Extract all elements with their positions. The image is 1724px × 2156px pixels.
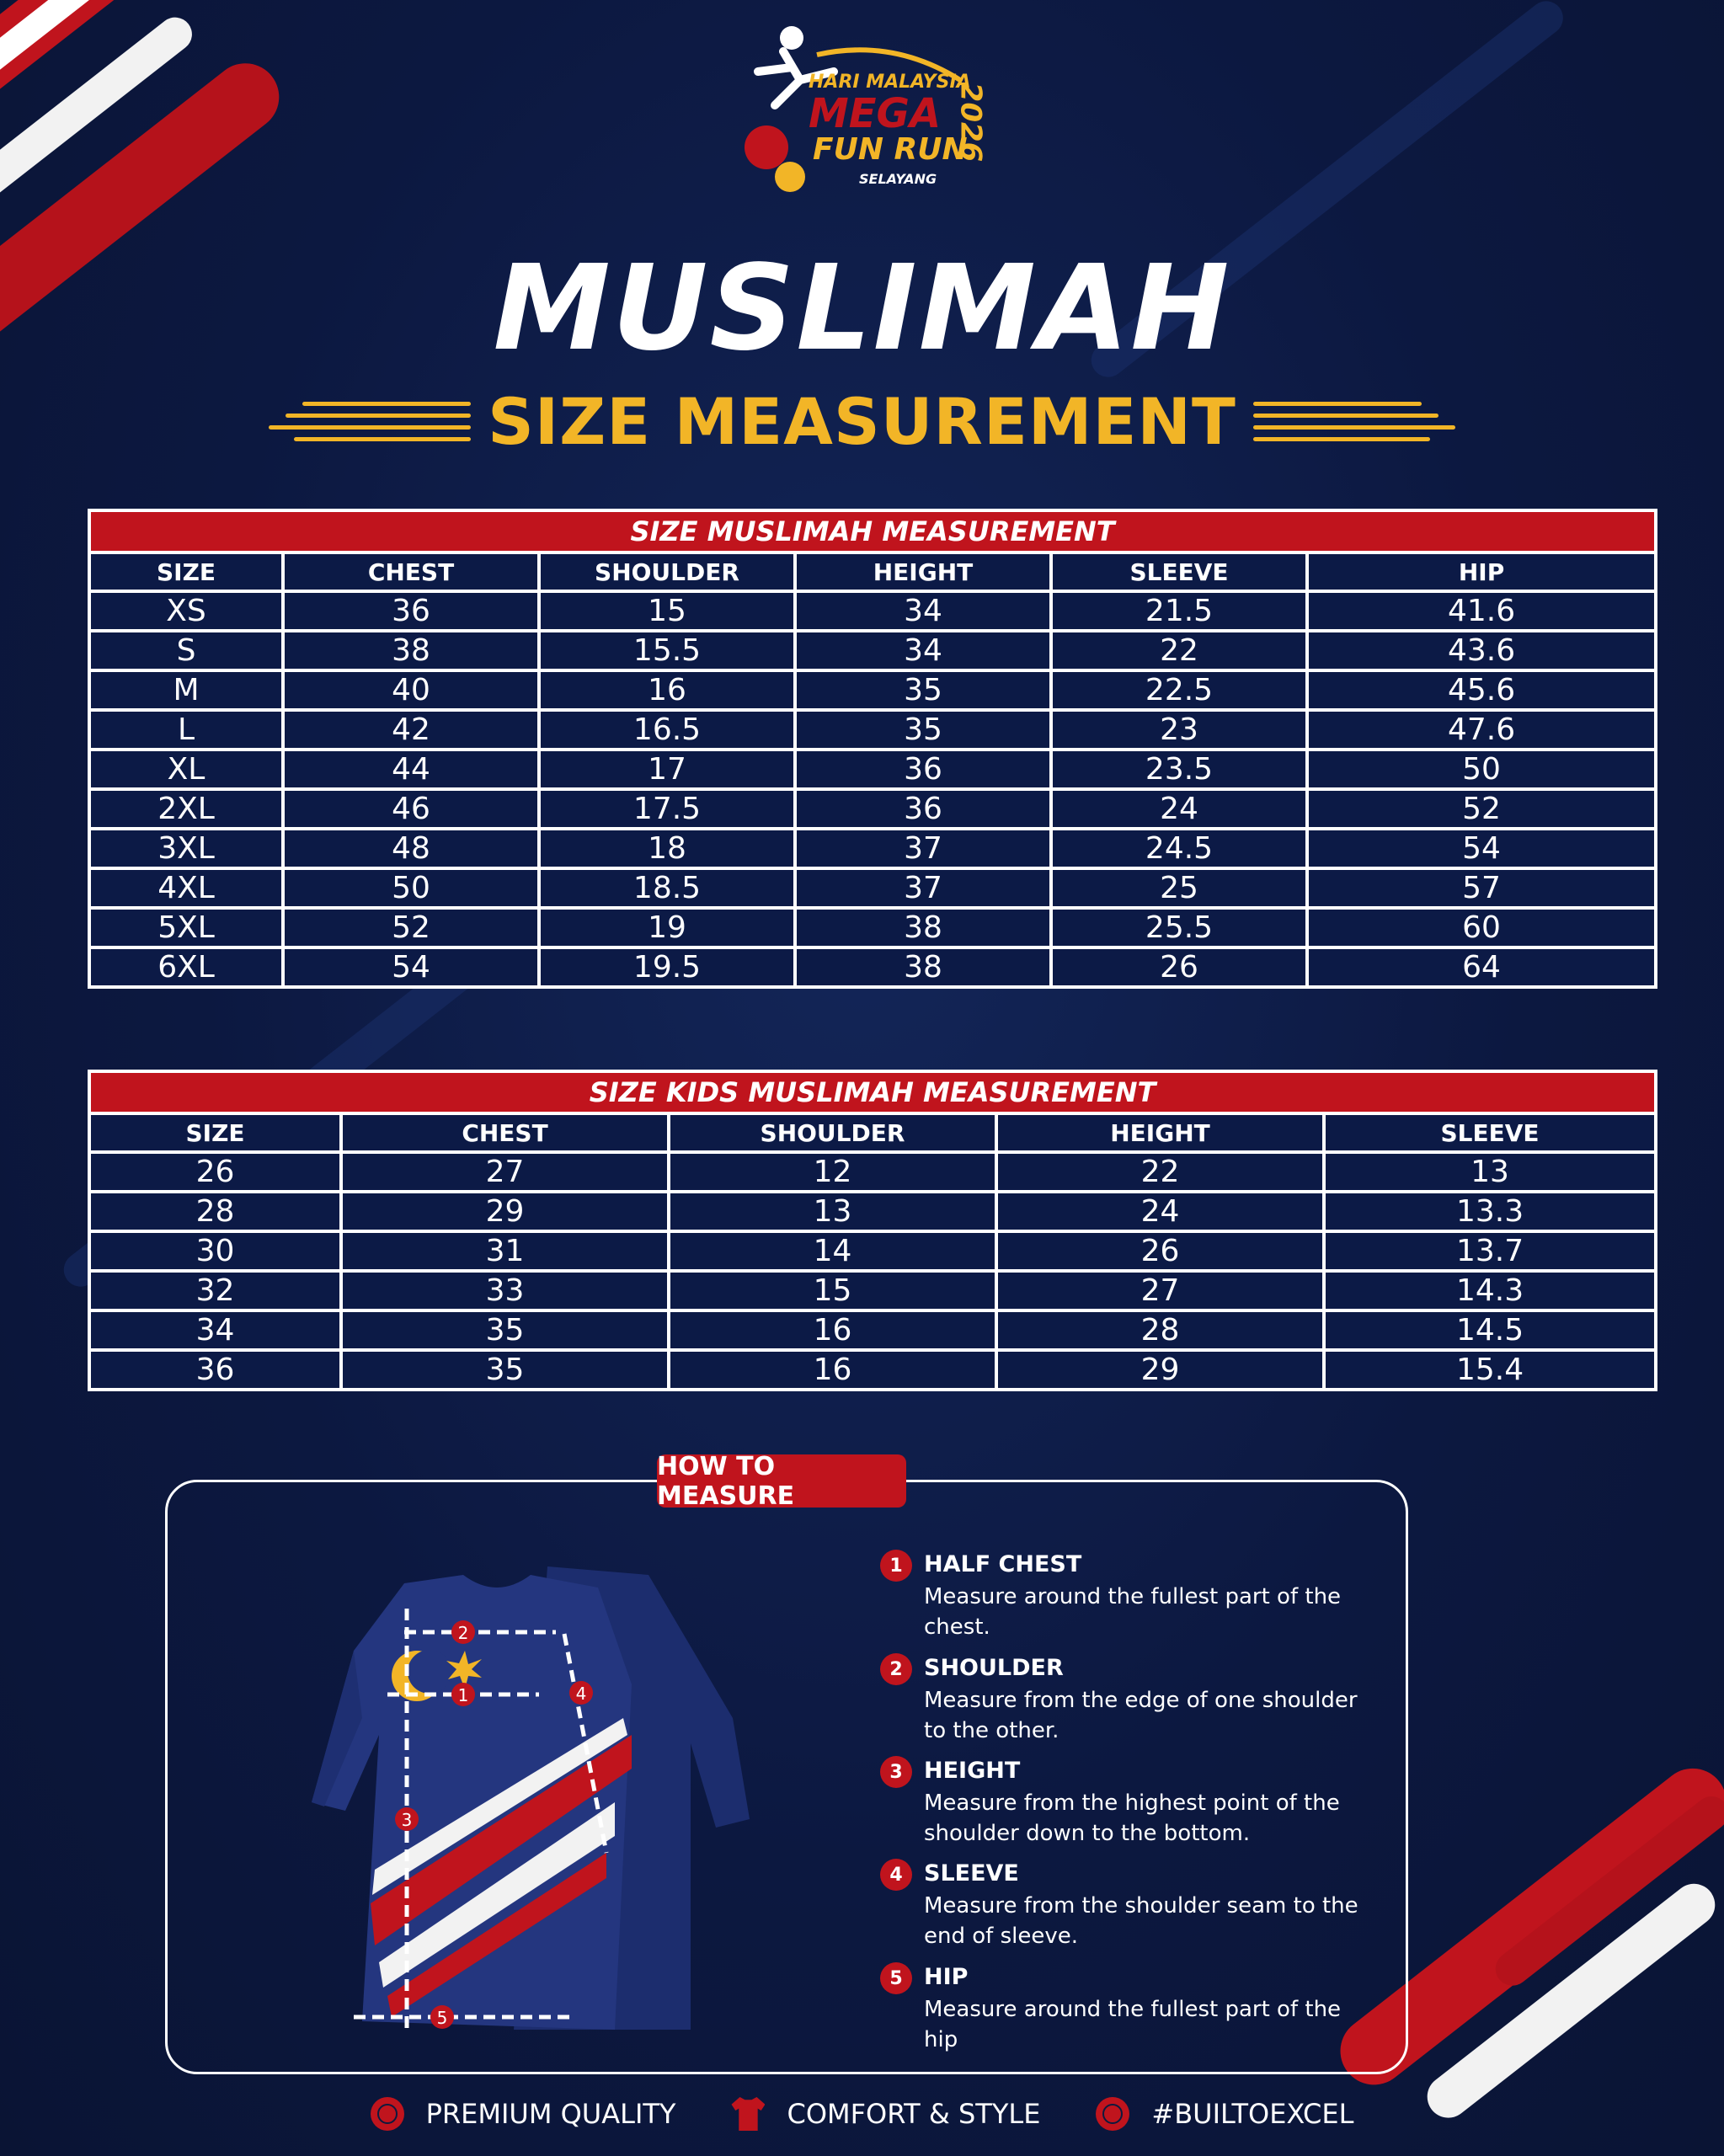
- step-title: HALF CHEST: [924, 1551, 1082, 1577]
- adult-col-header-sleeve: SLEEVE: [1053, 554, 1305, 590]
- table-cell-shoulder: 15: [670, 1273, 995, 1309]
- table-cell-hip: 47.6: [1309, 712, 1654, 748]
- table-cell-height: 36: [797, 751, 1049, 787]
- table-cell-shoulder: 16: [670, 1312, 995, 1348]
- kids-col-header-shoulder: SHOULDER: [670, 1115, 995, 1150]
- table-cell-height: 24: [998, 1193, 1322, 1230]
- step-number-badge: 1: [880, 1550, 912, 1582]
- table-cell-chest: 48: [285, 830, 537, 867]
- adult-col-header-shoulder: SHOULDER: [541, 554, 793, 590]
- diagram-marker-2: 2: [457, 1623, 469, 1643]
- step-title: HEIGHT: [924, 1758, 1021, 1784]
- table-cell-hip: 41.6: [1309, 593, 1654, 629]
- table-cell-size: S: [91, 632, 281, 669]
- table-cell-sleeve: 25.5: [1053, 910, 1305, 946]
- step-description: Measure around the fullest part of the hip: [924, 1997, 1342, 2052]
- table-cell-shoulder: 13: [670, 1193, 995, 1230]
- how-to-measure-label: HOW TO MEASURE: [657, 1454, 906, 1508]
- page-subtitle-row: [0, 383, 1724, 459]
- table-cell-chest: 33: [343, 1273, 667, 1309]
- table-cell-size: M: [91, 672, 281, 708]
- table-cell-sleeve: 24: [1053, 791, 1305, 827]
- table-cell-hip: 57: [1309, 870, 1654, 906]
- adult-table-header-row: [91, 554, 1654, 590]
- table-row: [91, 910, 1654, 946]
- table-cell-chest: 42: [285, 712, 537, 748]
- table-cell-size: 4XL: [91, 870, 281, 906]
- table-cell-height: 37: [797, 830, 1049, 867]
- table-row: [91, 791, 1654, 827]
- diagram-marker-5: 5: [436, 2008, 448, 2028]
- table-cell-chest: 46: [285, 791, 537, 827]
- table-cell-height: 37: [797, 870, 1049, 906]
- table-row: [91, 632, 1654, 669]
- table-cell-size: 3XL: [91, 830, 281, 867]
- kids-table-body: [91, 1154, 1654, 1388]
- table-cell-shoulder: 19.5: [541, 949, 793, 985]
- table-cell-height: 35: [797, 712, 1049, 748]
- table-row: [91, 1352, 1654, 1388]
- table-cell-chest: 36: [285, 593, 537, 629]
- logo-year: 2026: [953, 82, 988, 163]
- table-cell-size: 32: [91, 1273, 339, 1309]
- kids-col-header-size: SIZE: [91, 1115, 339, 1150]
- table-cell-chest: 31: [343, 1233, 667, 1269]
- table-cell-size: L: [91, 712, 281, 748]
- table-cell-height: 29: [998, 1352, 1322, 1388]
- table-cell-shoulder: 19: [541, 910, 793, 946]
- table-cell-shoulder: 16.5: [541, 712, 793, 748]
- step-number-badge: 4: [880, 1859, 912, 1891]
- table-cell-hip: 64: [1309, 949, 1654, 985]
- event-logo: [741, 21, 994, 202]
- step-title: SHOULDER: [924, 1655, 1064, 1681]
- table-cell-height: 38: [797, 910, 1049, 946]
- footer-premium-quality: PREMIUM QUALITY: [425, 2098, 676, 2130]
- page-subtitle: SIZE MEASUREMENT: [488, 383, 1236, 459]
- garment-diagram-icon: [295, 1550, 792, 2055]
- diagram-marker-4: 4: [575, 1684, 587, 1704]
- table-cell-height: 36: [797, 791, 1049, 827]
- table-cell-sleeve: 21.5: [1053, 593, 1305, 629]
- table-cell-sleeve: 14.3: [1326, 1273, 1654, 1309]
- step-number-badge: 2: [880, 1653, 912, 1685]
- table-cell-shoulder: 15: [541, 593, 793, 629]
- table-row: [91, 1233, 1654, 1269]
- kids-table-caption: SIZE KIDS MUSLIMAH MEASUREMENT: [91, 1073, 1654, 1112]
- footer-comfort-style: COMFORT & STYLE: [787, 2098, 1041, 2130]
- table-cell-size: 5XL: [91, 910, 281, 946]
- logo-line1: HARI MALAYSIA: [809, 72, 971, 93]
- table-cell-size: XS: [91, 593, 281, 629]
- table-cell-hip: 45.6: [1309, 672, 1654, 708]
- diagram-marker-1: 1: [457, 1685, 469, 1705]
- table-cell-chest: 35: [343, 1312, 667, 1348]
- adult-col-header-height: HEIGHT: [797, 554, 1049, 590]
- table-cell-size: 34: [91, 1312, 339, 1348]
- table-cell-height: 22: [998, 1154, 1322, 1190]
- table-cell-chest: 35: [343, 1352, 667, 1388]
- table-cell-size: 30: [91, 1233, 339, 1269]
- footer-bar: [0, 2084, 1724, 2143]
- kids-table-header-row: [91, 1115, 1654, 1150]
- adult-col-header-hip: HIP: [1309, 554, 1654, 590]
- logo-line4: SELAYANG: [859, 171, 937, 187]
- table-cell-chest: 38: [285, 632, 537, 669]
- table-cell-shoulder: 18: [541, 830, 793, 867]
- table-cell-hip: 43.6: [1309, 632, 1654, 669]
- globe-icon: [1096, 2097, 1129, 2131]
- step-description: Measure from the highest point of the shoulder down to the bottom.: [924, 1790, 1340, 1846]
- adult-col-header-chest: CHEST: [285, 554, 537, 590]
- table-cell-height: 38: [797, 949, 1049, 985]
- table-row: [91, 1193, 1654, 1230]
- table-cell-shoulder: 16: [541, 672, 793, 708]
- decor-lines-right: [1253, 402, 1455, 441]
- adult-col-header-size: SIZE: [91, 554, 281, 590]
- table-cell-height: 27: [998, 1273, 1322, 1309]
- table-cell-shoulder: 14: [670, 1233, 995, 1269]
- table-cell-sleeve: 25: [1053, 870, 1305, 906]
- globe-icon: [371, 2097, 404, 2131]
- kids-col-header-sleeve: SLEEVE: [1326, 1115, 1654, 1150]
- table-cell-shoulder: 16: [670, 1352, 995, 1388]
- step-description: Measure around the fullest part of the chest.: [924, 1584, 1342, 1640]
- table-cell-shoulder: 17.5: [541, 791, 793, 827]
- table-cell-hip: 50: [1309, 751, 1654, 787]
- table-cell-sleeve: 13.3: [1326, 1193, 1654, 1230]
- table-row: [91, 712, 1654, 748]
- table-row: [91, 870, 1654, 906]
- logo-line3: FUN RUN: [813, 132, 968, 167]
- table-cell-shoulder: 15.5: [541, 632, 793, 669]
- table-row: [91, 949, 1654, 985]
- adult-table-body: [91, 593, 1654, 985]
- table-cell-height: 28: [998, 1312, 1322, 1348]
- kids-size-table: [88, 1070, 1657, 1391]
- step-number-badge: 5: [880, 1962, 912, 1994]
- instruction-half-chest: [880, 1550, 1352, 1642]
- table-cell-sleeve: 14.5: [1326, 1312, 1654, 1348]
- kids-col-header-height: HEIGHT: [998, 1115, 1322, 1150]
- table-cell-chest: 29: [343, 1193, 667, 1230]
- logo-line2: MEGA: [809, 90, 942, 137]
- table-cell-height: 26: [998, 1233, 1322, 1269]
- table-cell-height: 35: [797, 672, 1049, 708]
- table-cell-chest: 27: [343, 1154, 667, 1190]
- table-row: [91, 1154, 1654, 1190]
- table-cell-height: 34: [797, 632, 1049, 669]
- table-row: [91, 672, 1654, 708]
- table-cell-sleeve: 24.5: [1053, 830, 1305, 867]
- table-row: [91, 830, 1654, 867]
- table-cell-shoulder: 17: [541, 751, 793, 787]
- table-row: [91, 1312, 1654, 1348]
- table-cell-size: 28: [91, 1193, 339, 1230]
- table-row: [91, 1273, 1654, 1309]
- table-cell-shoulder: 18.5: [541, 870, 793, 906]
- table-cell-chest: 52: [285, 910, 537, 946]
- table-cell-height: 34: [797, 593, 1049, 629]
- table-cell-sleeve: 13: [1326, 1154, 1654, 1190]
- table-row: [91, 751, 1654, 787]
- table-cell-size: 2XL: [91, 791, 281, 827]
- table-cell-size: 26: [91, 1154, 339, 1190]
- table-cell-shoulder: 12: [670, 1154, 995, 1190]
- shirt-icon: [731, 2097, 765, 2131]
- table-cell-chest: 54: [285, 949, 537, 985]
- table-cell-sleeve: 22.5: [1053, 672, 1305, 708]
- table-cell-chest: 44: [285, 751, 537, 787]
- table-cell-chest: 40: [285, 672, 537, 708]
- instruction-shoulder: [880, 1653, 1358, 1746]
- instruction-sleeve: [880, 1859, 1358, 1951]
- table-cell-sleeve: 23.5: [1053, 751, 1305, 787]
- table-cell-hip: 54: [1309, 830, 1654, 867]
- table-cell-size: XL: [91, 751, 281, 787]
- table-cell-sleeve: 15.4: [1326, 1352, 1654, 1388]
- footer-hashtag: #BUILTOEXCEL: [1151, 2098, 1354, 2130]
- kids-col-header-chest: CHEST: [343, 1115, 667, 1150]
- table-cell-sleeve: 13.7: [1326, 1233, 1654, 1269]
- table-cell-sleeve: 26: [1053, 949, 1305, 985]
- table-cell-chest: 50: [285, 870, 537, 906]
- table-cell-hip: 60: [1309, 910, 1654, 946]
- table-cell-size: 36: [91, 1352, 339, 1388]
- diagram-marker-3: 3: [401, 1810, 413, 1830]
- page-title: MUSLIMAH: [493, 240, 1231, 377]
- table-cell-sleeve: 22: [1053, 632, 1305, 669]
- table-cell-hip: 52: [1309, 791, 1654, 827]
- table-cell-size: 6XL: [91, 949, 281, 985]
- step-number-badge: 3: [880, 1756, 912, 1788]
- step-title: SLEEVE: [924, 1860, 1019, 1886]
- step-title: HIP: [924, 1964, 969, 1990]
- instruction-height: [880, 1756, 1352, 1849]
- table-row: [91, 593, 1654, 629]
- step-description: Measure from the shoulder seam to the end of sleeve.: [924, 1893, 1358, 1949]
- adult-size-table: [88, 509, 1657, 989]
- instruction-hip: [880, 1962, 1352, 2055]
- decor-lines-left: [269, 402, 471, 441]
- table-cell-sleeve: 23: [1053, 712, 1305, 748]
- adult-table-caption: SIZE MUSLIMAH MEASUREMENT: [91, 512, 1654, 551]
- step-description: Measure from the edge of one shoulder to the other.: [924, 1688, 1358, 1743]
